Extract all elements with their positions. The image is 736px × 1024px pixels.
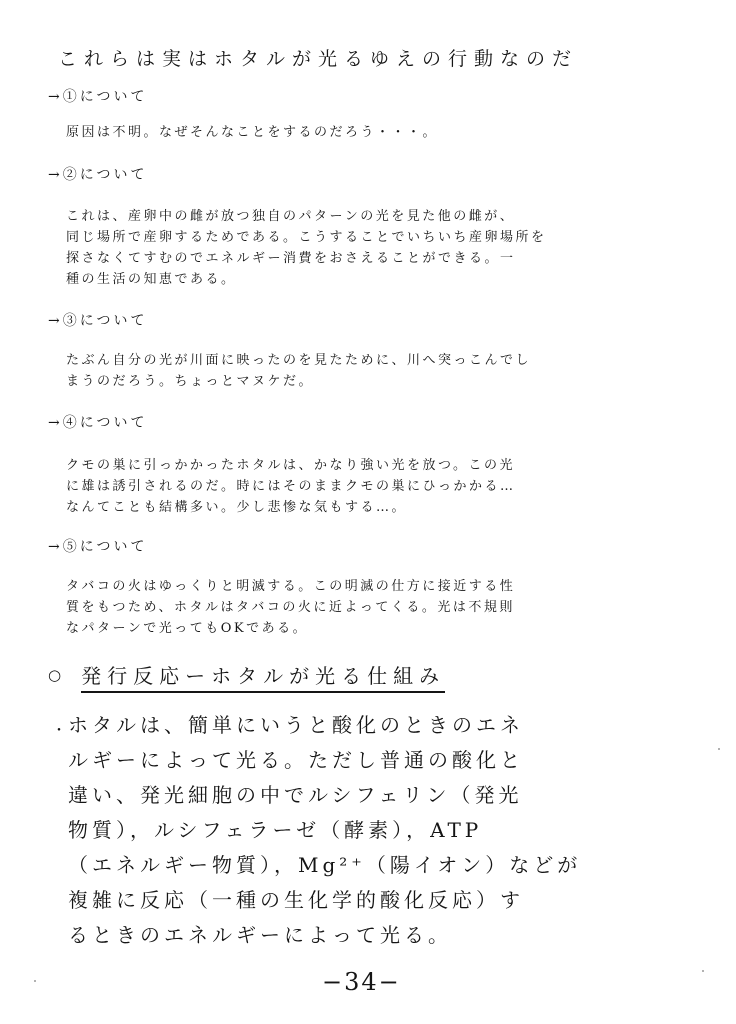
- section-body-1: [66, 122, 438, 143]
- section-5-line: タバコの火はゆっくりと明滅する。この明滅の仕方に接近する性: [66, 579, 516, 594]
- main-paragraph: [46, 708, 581, 953]
- section-heading-4: →④について: [48, 415, 148, 431]
- section-4-line: クモの巣に引っかかったホタルは、かなり強い光を放つ。この光: [66, 458, 515, 473]
- section-heading-1: →①について: [48, 89, 148, 105]
- main-line: るときのエネルギーによって光る。: [68, 923, 452, 947]
- section-2-line: 種の生活の知恵である。: [66, 272, 237, 287]
- section-1-line: 原因は不明。なぜそんなことをするのだろう・・・。: [66, 125, 439, 140]
- bullet-dot-icon: ・: [52, 723, 70, 739]
- section-body-2: [66, 206, 547, 290]
- section-heading-3: →③について: [48, 313, 148, 329]
- scan-speck: [34, 980, 36, 982]
- section-2-line: 同じ場所で産卵するためである。こうすることでいちいち産卵場所を: [66, 230, 547, 245]
- section-4-line: に雄は誘引されるのだ。時にはそのままクモの巣にひっかかる…: [66, 479, 516, 494]
- main-line: 物質），ルシフェラーゼ（酵素），ATP: [68, 818, 483, 842]
- section-5-line: 質をもつため、ホタルはタバコの火に近よってくる。光は不規則: [66, 600, 515, 615]
- circle-bullet-icon: ○: [48, 666, 68, 684]
- scan-speck: [702, 970, 704, 972]
- main-line: 複雑に反応（一種の生化学的酸化反応）す: [68, 888, 524, 912]
- scan-speck: [718, 748, 720, 750]
- section-5-line: なパターンで光ってもOKである。: [66, 621, 309, 636]
- section-title: [48, 660, 445, 689]
- section-4-line: なんてことも結構多い。少し悲惨な気もする…。: [66, 500, 408, 515]
- section-heading-5: →⑤について: [48, 539, 148, 555]
- section-3-line: まうのだろう。ちょっとマヌケだ。: [66, 374, 315, 389]
- section-heading-2: →②について: [48, 167, 148, 183]
- main-line: ホタルは、簡単にいうと酸化のときのエネ: [68, 713, 524, 737]
- section-3-line: たぶん自分の光が川面に映ったのを見たために、川へ突っこんでし: [66, 353, 532, 368]
- section-title-text: 発行反応ーホタルが光る仕組み: [81, 664, 445, 693]
- section-body-4: [66, 455, 516, 518]
- section-2-line: これは、産卵中の雌が放つ独自のパターンの光を見た他の雌が、: [66, 209, 516, 224]
- section-2-line: 探さなくてすむのでエネルギー消費をおさえることができる。一: [66, 251, 516, 266]
- intro-line: これらは実はホタルが光るゆえの行動なのだ: [58, 48, 579, 70]
- page-number: −34−: [322, 968, 401, 996]
- section-body-5: [66, 576, 515, 639]
- section-body-3: [66, 350, 531, 392]
- main-line: 違い、発光細胞の中でルシフェリン（発光: [68, 783, 523, 807]
- main-line: ルギーによって光る。ただし普通の酸化と: [68, 748, 524, 772]
- main-line: （エネルギー物質），Mg²⁺（陽イオン）などが: [68, 853, 582, 877]
